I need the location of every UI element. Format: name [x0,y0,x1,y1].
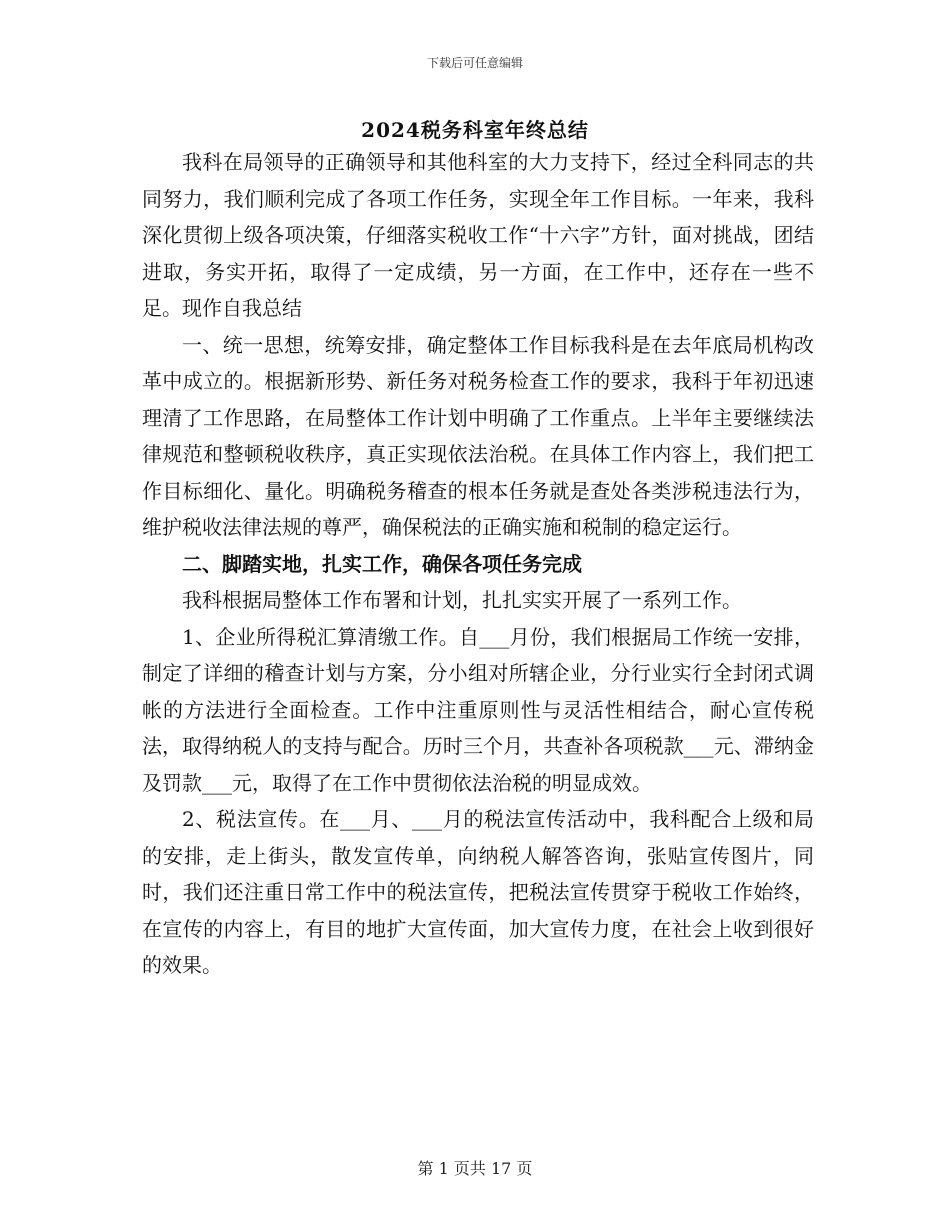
document-title: 2024税务科室年终总结 [361,118,589,142]
paragraph-item-2: 2、税法宣传。在___月、___月的税法宣传活动中，我科配合上级和局的安排，走上街头，散发宣传单，向纳税人解答咨询，张贴宣传图片，同时，我们还注重日常工作中的税法宣传，把税法宣传贯穿于税收工作始终，在宣传的内容上，有目的地扩大宣传面，加大宣传力度，在社会上收到很好的效果。 [142,807,814,977]
paragraph-item-1: 1、企业所得税汇算清缴工作。自___月份，我们根据局工作统一安排，制定了详细的稽查计划与方案，分小组对所辖企业，分行业实行全封闭式调帐的方法进行全面检查。工作中注重原则性与灵活性相结合，耐心宣传税法，取得纳税人的支持与配合。历时三个月，共查补各项税款___元、滞纳金及罚款___元，取得了在工作中贯彻依法治税的明显成效。 [142,624,814,795]
document-body [142,144,814,984]
paragraph-section-1: 一、统一思想，统筹安排，确定整体工作目标我科是在去年底局机构改革中成立的。根据新形势、新任务对税务检查工作的要求，我科于年初迅速理清了工作思路，在局整体工作计划中明确了工作重点。上半年主要继续法律规范和整顿税收秩序，真正实现依法治税。在具体工作内容上，我们把工作目标细化、量化。明确税务稽查的根本任务就是查处各类涉税违法行为，维护税收法律法规的尊严，确保税法的正确实施和税制的稳定运行。 [142,332,814,539]
section-heading-2: 二、脚踏实地，扎实工作，确保各项任务完成 [182,551,582,576]
download-note: 下载后可任意编辑 [426,56,523,70]
paragraph-section-2-intro: 我科根据局整体工作布署和计划，扎扎实实开展了一系列工作。 [182,588,742,612]
paragraph-intro: 我科在局领导的正确领导和其他科室的大力支持下，经过全科同志的共同努力，我们顺利完成了各项工作任务，实现全年工作目标。一年来，我科深化贯彻上级各项决策，仔细落实税收工作“十六字”方针，面对挑战，团结进取，务实开拓，取得了一定成绩，另一方面，在工作中，还存在一些不足。现作自我总结 [142,150,814,320]
page-footer: 第 1 页共 17 页 [417,1159,533,1178]
